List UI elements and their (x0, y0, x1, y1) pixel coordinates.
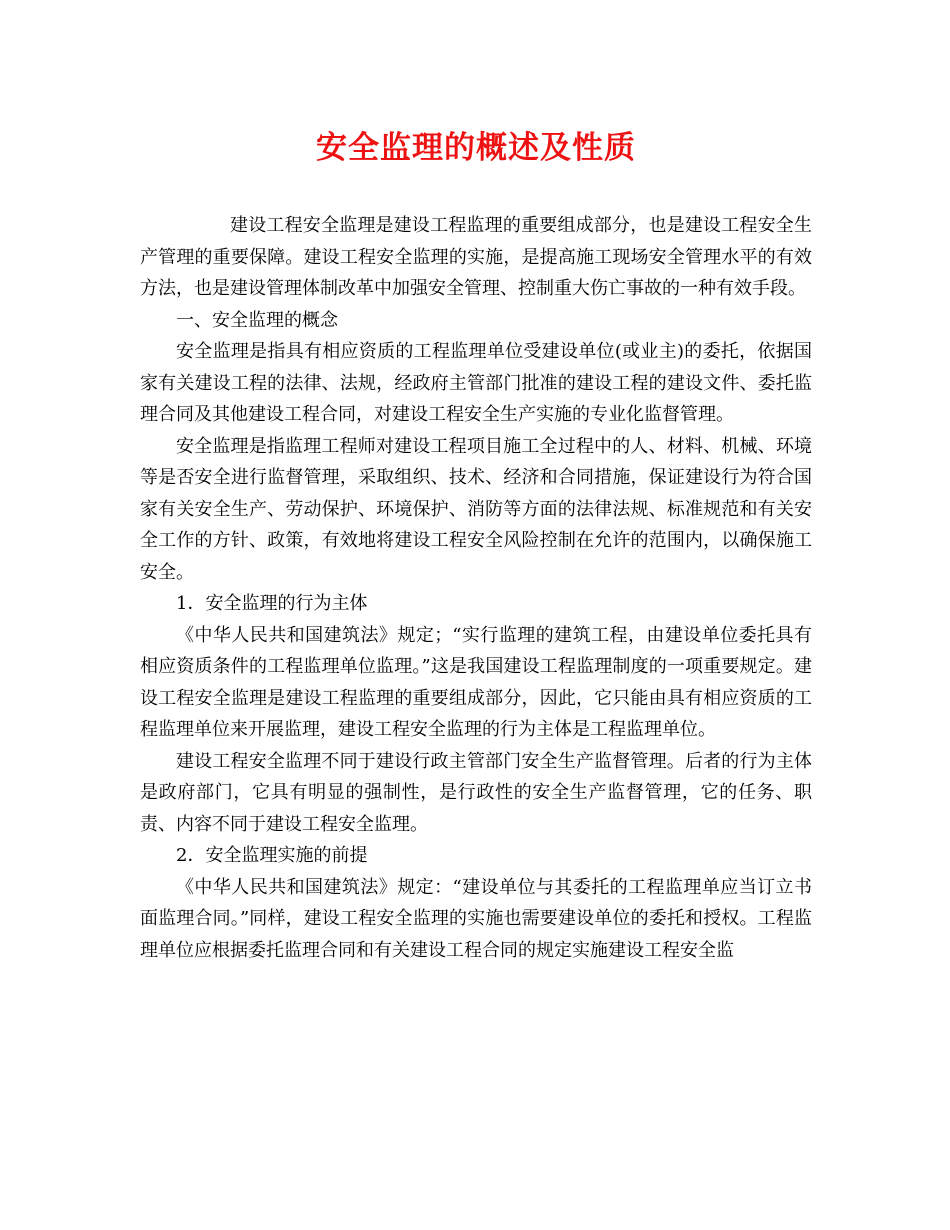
actor-paragraph-1: 《中华人民共和国建筑法》规定；“实行监理的建筑工程，由建设单位委托具有相应资质条件的工程监理单位监理。”这是我国建设工程监理制度的一项重要规定。建设工程安全监理是建设工程监理的重要组成部分，因此，它只能由具有相应资质的工程监理单位来开展监理，建设工程安全监理的行为主体是工程监理单位。 (140, 624, 812, 740)
document-page (140, 126, 812, 966)
section-heading-concept: 一、安全监理的概念 (176, 309, 338, 331)
subheading-actor: 1．安全监理的行为主体 (176, 593, 368, 614)
intro-paragraph: 建设工程安全监理是建设工程监理的重要组成部分，也是建设工程安全生产管理的重要保障。建设工程安全监理的实施，是提高施工现场安全管理水平的有效方法，也是建设管理体制改革中加强安全管理、控制重大伤亡事故的一种有效手段。 (140, 215, 812, 299)
actor-paragraph-2: 建设工程安全监理不同于建设行政主管部门安全生产监督管理。后者的行为主体是政府部门，它具有明显的强制性，是行政性的安全生产监督管理，它的任务、职责、内容不同于建设工程安全监理。 (140, 750, 812, 835)
concept-paragraph-2: 安全监理是指监理工程师对建设工程项目施工全过程中的人、材料、机械、环境等是否安全进行监督管理，采取组织、技术、经济和合同措施，保证建设行为符合国家有关安全生产、劳动保护、环境保护、消防等方面的法律法规、标准规范和有关安全工作的方针、政策，有效地将建设工程安全风险控制在允许的范围内，以确保施工安全。 (140, 435, 812, 583)
subheading-premise: 2．安全监理实施的前提 (176, 845, 368, 866)
concept-paragraph-1: 安全监理是指具有相应资质的工程监理单位受建设单位(或业主)的委托，依据国家有关建设工程的法律、法规，经政府主管部门批准的建设工程的建设文件、委托监理合同及其他建设工程合同，对建设工程安全生产实施的专业化监督管理。 (140, 341, 812, 425)
document-title: 安全监理的概述及性质 (316, 130, 636, 166)
premise-paragraph: 《中华人民共和国建筑法》规定：“建设单位与其委托的工程监理单应当订立书面监理合同。”同样，建设工程安全监理的实施也需要建设单位的委托和授权。工程监理单位应根据委托监理合同和有关建设工程合同的规定实施建设工程安全监 (140, 876, 812, 961)
